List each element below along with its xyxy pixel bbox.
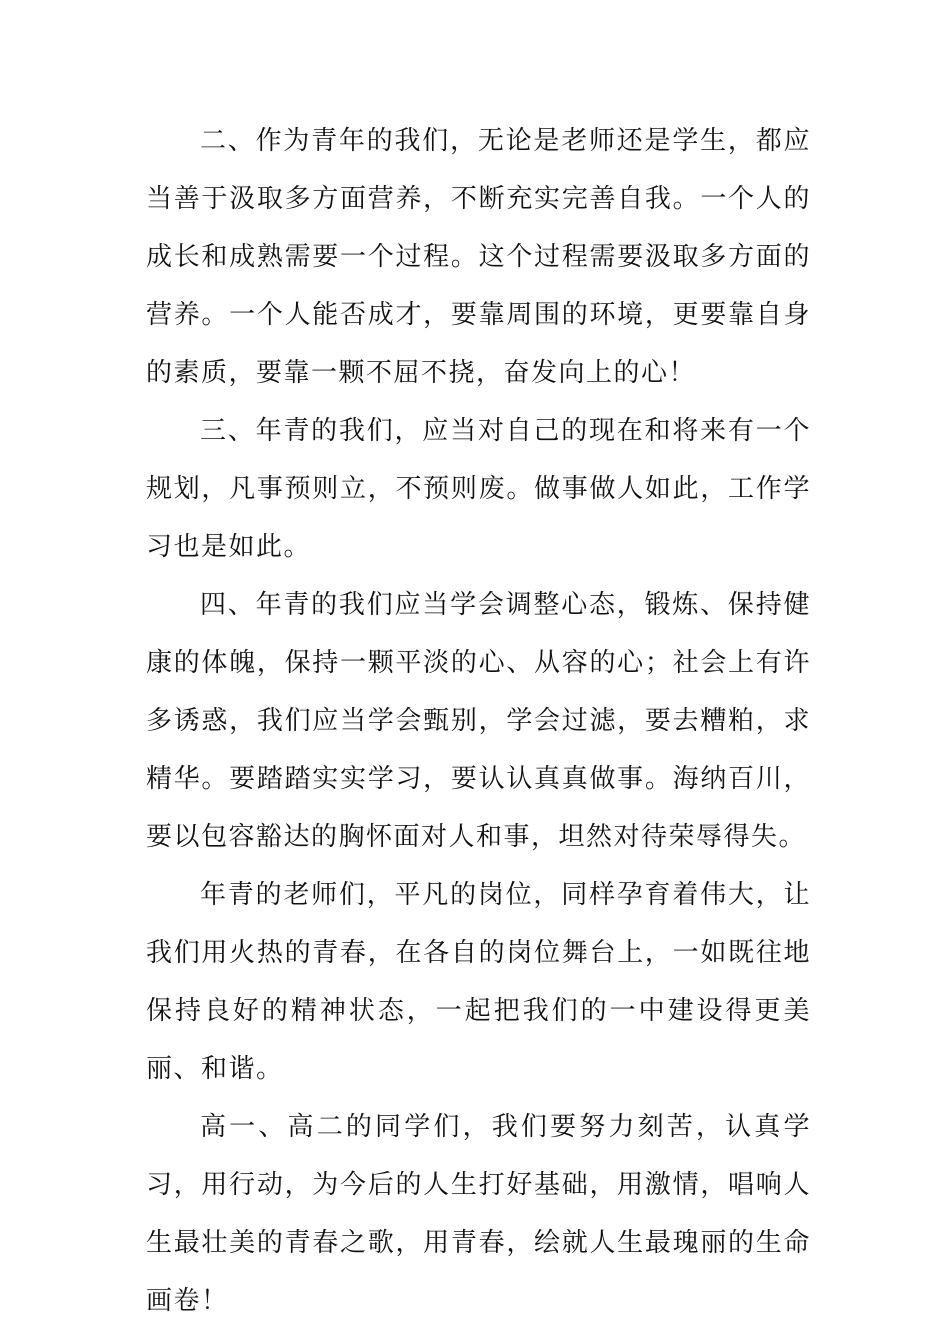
paragraph-3: 三、年青的我们，应当对自己的现在和将来有一个规划，凡事预则立，不预则废。做事做人如此，工作学习也是如此。 <box>146 416 811 562</box>
paragraph-4: 四、年青的我们应当学会调整心态，锻炼、保持健康的体魄，保持一颗平淡的心、从容的心；社会上有许多诱惑，我们应当学会甄别，学会过滤，要去糟粕，求精华。要踏踏实实学习，要认认真真做事。海纳百川，要以包容豁达的胸怀面对人和事，坦然对待荣辱得失。 <box>146 590 811 852</box>
paragraph-students: 高一、高二的同学们，我们要努力刻苦，认真学习，用行动，为今后的人生打好基础，用激情，唱响人生最壮美的青春之歌，用青春，绘就人生最瑰丽的生命画卷！ <box>146 1112 811 1316</box>
paragraph-2: 二、作为青年的我们，无论是老师还是学生，都应当善于汲取多方面营养，不断充实完善自我。一个人的成长和成熟需要一个过程。这个过程需要汲取多方面的营养。一个人能否成才，要靠周围的环境，更要靠自身的素质，要靠一颗不屈不挠，奋发向上的心！ <box>146 126 811 388</box>
paragraph-teachers: 年青的老师们，平凡的岗位，同样孕育着伟大，让我们用火热的青春，在各自的岗位舞台上，一如既往地保持良好的精神状态，一起把我们的一中建设得更美丽、和谐。 <box>146 880 811 1084</box>
document-body <box>146 112 811 1330</box>
